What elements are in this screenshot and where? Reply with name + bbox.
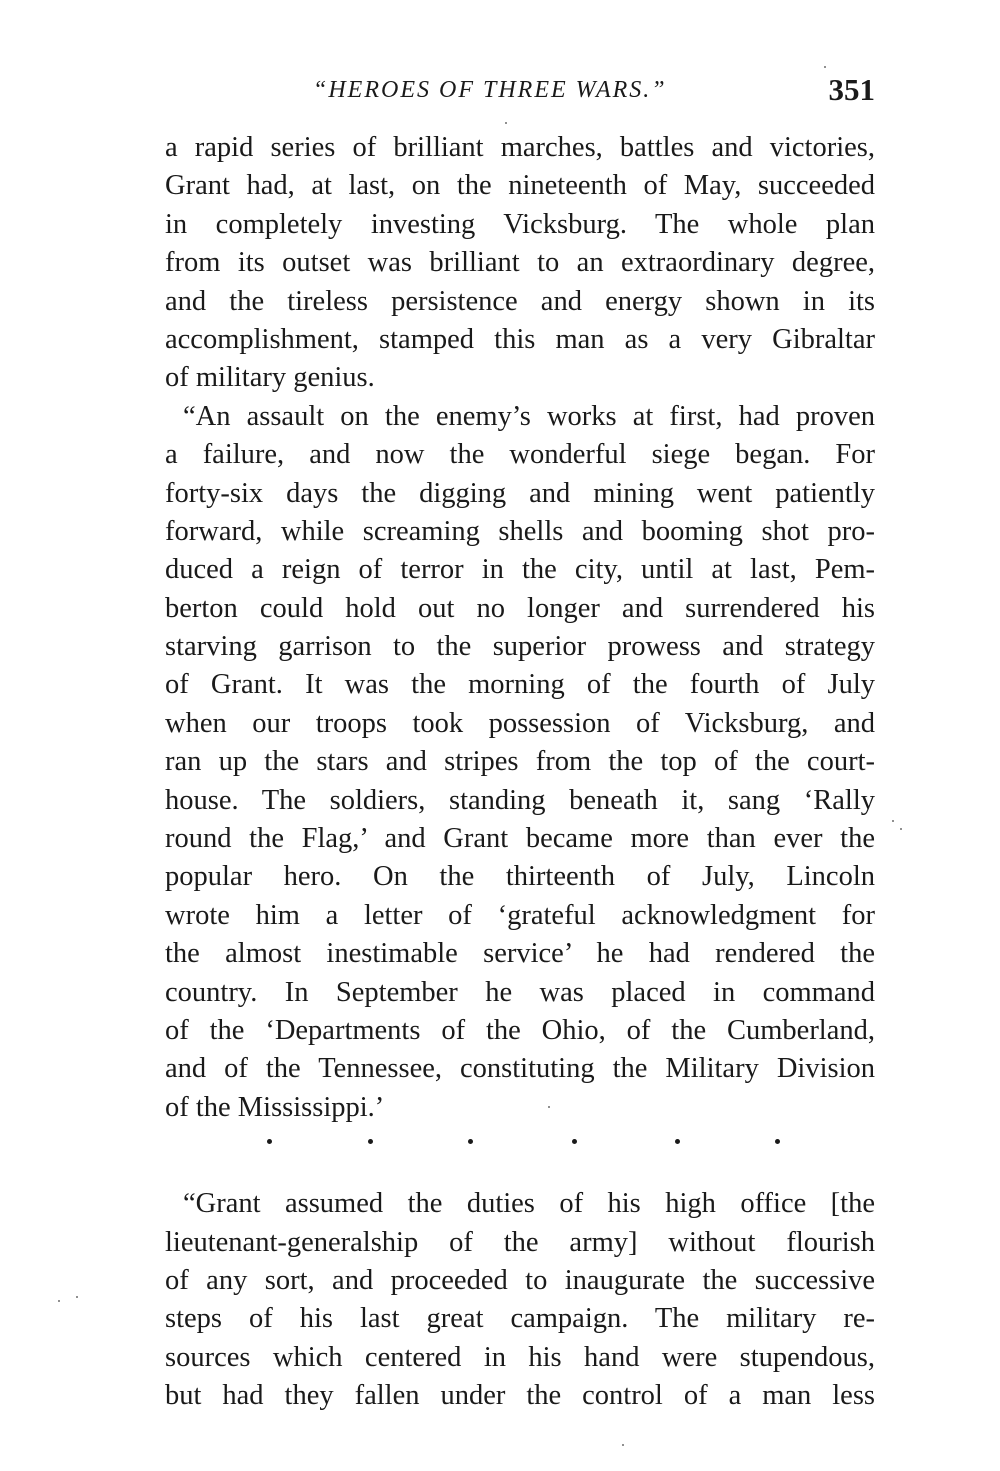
body-text: [165, 129, 875, 1416]
text-line: of the Mississippi.’: [165, 1091, 385, 1123]
paragraph-3: [165, 1185, 875, 1415]
ellipsis-dot: [675, 1139, 680, 1144]
paper-speck: [505, 122, 507, 124]
text-line: from its outset was brilliant to an extraordinary degree,: [165, 247, 875, 279]
text-line: “Grant assumed the duties of his high office [the: [183, 1188, 875, 1220]
text-line: lieutenant-generalship of the army] without flourish: [165, 1226, 875, 1258]
ellipsis-dot: [468, 1139, 473, 1144]
section-break-dots: [165, 1127, 875, 1185]
text-line: duced a reign of terror in the city, until at last, Pem-: [165, 554, 875, 586]
ellipsis-dot: [368, 1139, 373, 1144]
paper-speck: [548, 1106, 550, 1108]
text-line: “An assault on the enemy’s works at first, had proven: [183, 400, 875, 432]
text-line: round the Flag,’ and Grant became more than ever the: [165, 823, 875, 855]
text-line: a rapid series of brilliant marches, battles and victories,: [165, 132, 875, 163]
text-line: berton could hold out no longer and surrendered his: [165, 592, 875, 624]
text-line: in completely investing Vicksburg. The whole plan: [165, 208, 875, 240]
text-line: and the tireless persistence and energy shown in its: [165, 285, 875, 317]
text-line: wrote him a letter of ‘grateful acknowledgment for: [165, 899, 875, 931]
text-line: when our troops took possession of Vicksburg, and: [165, 707, 875, 739]
paper-speck: [76, 1296, 78, 1298]
paragraph-1: [165, 129, 875, 398]
text-line: of any sort, and proceeded to inaugurate the successive: [165, 1264, 875, 1296]
text-line: Grant had, at last, on the nineteenth of May, succeeded: [165, 170, 875, 202]
text-line: popular hero. On the thirteenth of July, Lincoln: [165, 861, 875, 893]
text-line: house. The soldiers, standing beneath it, sang ‘Rally: [165, 784, 875, 816]
running-title: “HEROES OF THREE WARS.”: [313, 77, 667, 103]
paragraph-2: [165, 398, 875, 1127]
page-number: 351: [828, 72, 875, 107]
text-line: and of the Tennessee, constituting the Military Division: [165, 1053, 875, 1085]
paper-speck: [892, 820, 894, 822]
running-header: [165, 70, 875, 110]
text-line: of the ‘Departments of the Ohio, of the Cumberland,: [165, 1014, 875, 1046]
text-line: forward, while screaming shells and booming shot pro-: [165, 515, 875, 547]
text-line: but had they fallen under the control of a man less: [165, 1380, 875, 1412]
text-line: of military genius.: [165, 362, 375, 394]
paper-speck: [622, 1444, 624, 1446]
ellipsis-dot: [572, 1139, 577, 1144]
text-line: ran up the stars and stripes from the top of the court-: [165, 746, 875, 778]
text-line: a failure, and now the wonderful siege began. For: [165, 439, 875, 471]
text-line: forty-six days the digging and mining went patiently: [165, 477, 875, 509]
ellipsis-dot: [267, 1139, 272, 1144]
paper-speck: [58, 1300, 60, 1302]
text-line: steps of his last great campaign. The military re-: [165, 1303, 875, 1335]
paper-speck: [824, 66, 826, 68]
text-line: the almost inestimable service’ he had rendered the: [165, 938, 875, 970]
text-line: sources which centered in his hand were stupendous,: [165, 1341, 875, 1373]
paper-speck: [900, 828, 902, 830]
text-line: starving garrison to the superior prowess and strategy: [165, 631, 875, 663]
text-line: of Grant. It was the morning of the fourth of July: [165, 669, 875, 701]
text-line: country. In September he was placed in command: [165, 976, 875, 1008]
text-line: accomplishment, stamped this man as a very Gibraltar: [165, 323, 875, 355]
ellipsis-dot: [775, 1139, 780, 1144]
